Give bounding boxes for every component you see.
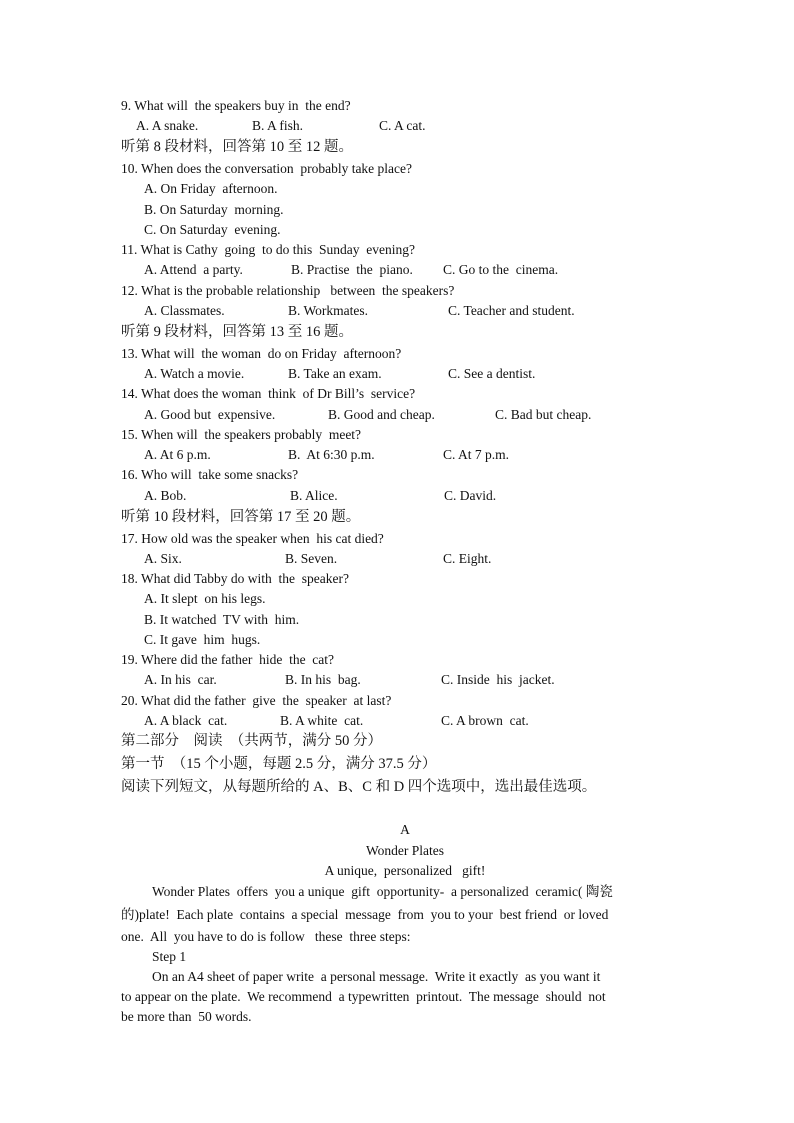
question-11: 11. What is Cathy going to do this Sunday evening? xyxy=(121,242,415,257)
q19-option-b: B. In his bag. xyxy=(285,672,361,687)
q18-option-a: A. It slept on his legs. xyxy=(144,591,266,606)
q11-option-c: C. Go to the cinema. xyxy=(443,262,559,277)
q10-option-c: C. On Saturday evening. xyxy=(144,222,281,237)
q11-option-a: A. Attend a party. xyxy=(144,262,243,277)
paragraph-1-line-1: Wonder Plates offers you a unique gift opportunity- a personalized ceramic( 陶瓷 xyxy=(152,884,613,899)
question-16: 16. Who will take some snacks? xyxy=(121,467,299,482)
paragraph-2-line-1: On an A4 sheet of paper write a personal message. Write it exactly as you want it xyxy=(152,969,601,984)
q17-option-b: B. Seven. xyxy=(285,551,338,566)
question-20: 20. What did the father give the speaker at last? xyxy=(121,693,392,708)
q12-option-c: C. Teacher and student. xyxy=(448,303,575,318)
part-two-title: 第二部分 阅读 （共两节，满分 50 分） xyxy=(121,733,382,749)
question-18: 18. What did Tabby do with the speaker? xyxy=(121,571,350,586)
question-9: 9. What will the speakers buy in the end? xyxy=(121,98,351,113)
q17-option-c: C. Eight. xyxy=(443,551,492,566)
q9-option-a: A. A snake. xyxy=(136,118,199,133)
reading-instruction: 阅读下列短文，从每题所给的 A、B、C 和 D 四个选项中，选出最佳选项。 xyxy=(121,779,597,795)
question-15: 15. When will the speakers probably meet? xyxy=(121,427,362,442)
q9-option-c: C. A cat. xyxy=(379,118,426,133)
q13-option-b: B. Take an exam. xyxy=(288,366,382,381)
question-19: 19. Where did the father hide the cat? xyxy=(121,652,335,667)
section-10-instruction: 听第 10 段材料，回答第 17 至 20 题。 xyxy=(121,509,361,525)
paragraph-2-line-3: be more than 50 words. xyxy=(121,1009,252,1024)
q13-option-c: C. See a dentist. xyxy=(448,366,536,381)
q13-option-a: A. Watch a movie. xyxy=(144,366,245,381)
q15-option-a: A. At 6 p.m. xyxy=(144,447,211,462)
q15-option-b: B. At 6:30 p.m. xyxy=(288,447,375,462)
q15-option-c: C. At 7 p.m. xyxy=(443,447,510,462)
q10-option-b: B. On Saturday morning. xyxy=(144,202,284,217)
question-13: 13. What will the woman do on Friday afternoon? xyxy=(121,346,402,361)
q12-option-b: B. Workmates. xyxy=(288,303,369,318)
section-9-instruction: 听第 9 段材料，回答第 13 至 16 题。 xyxy=(121,324,353,340)
q17-option-a: A. Six. xyxy=(144,551,182,566)
q20-option-c: C. A brown cat. xyxy=(441,713,529,728)
q18-option-c: C. It gave him hugs. xyxy=(144,632,261,647)
q18-option-b: B. It watched TV with him. xyxy=(144,612,300,627)
passage-title: Wonder Plates xyxy=(365,843,445,858)
q19-option-a: A. In his car. xyxy=(144,672,217,687)
question-10: 10. When does the conversation probably take place? xyxy=(121,161,413,176)
question-12: 12. What is the probable relationship between the speakers? xyxy=(121,283,455,298)
paragraph-2-line-2: to appear on the plate. We recommend a typewritten printout. The message should not xyxy=(121,989,606,1004)
passage-subtitle: A unique, personalized gift! xyxy=(324,863,486,878)
passage-label: A xyxy=(400,822,410,837)
q14-option-c: C. Bad but cheap. xyxy=(495,407,592,422)
q16-option-c: C. David. xyxy=(444,488,497,503)
paragraph-1-line-3: one. All you have to do is follow these three steps: xyxy=(121,929,411,944)
q16-option-b: B. Alice. xyxy=(290,488,338,503)
q11-option-b: B. Practise the piano. xyxy=(291,262,413,277)
q10-option-a: A. On Friday afternoon. xyxy=(144,181,278,196)
question-14: 14. What does the woman think of Dr Bill’s service? xyxy=(121,386,416,401)
section-one-title: 第一节 （15 个小题，每题 2.5 分，满分 37.5 分） xyxy=(121,756,437,772)
q9-option-b: B. A fish. xyxy=(252,118,304,133)
q14-option-b: B. Good and cheap. xyxy=(328,407,435,422)
q14-option-a: A. Good but expensive. xyxy=(144,407,276,422)
paragraph-1-line-2: 的)plate! Each plate contains a special message from you to your best friend or loved xyxy=(121,907,609,922)
q20-option-b: B. A white cat. xyxy=(280,713,364,728)
step-1-label: Step 1 xyxy=(152,949,187,964)
section-8-instruction: 听第 8 段材料，回答第 10 至 12 题。 xyxy=(121,139,353,155)
q20-option-a: A. A black cat. xyxy=(144,713,228,728)
q12-option-a: A. Classmates. xyxy=(144,303,225,318)
question-17: 17. How old was the speaker when his cat died? xyxy=(121,531,384,546)
q16-option-a: A. Bob. xyxy=(144,488,187,503)
q19-option-c: C. Inside his jacket. xyxy=(441,672,555,687)
